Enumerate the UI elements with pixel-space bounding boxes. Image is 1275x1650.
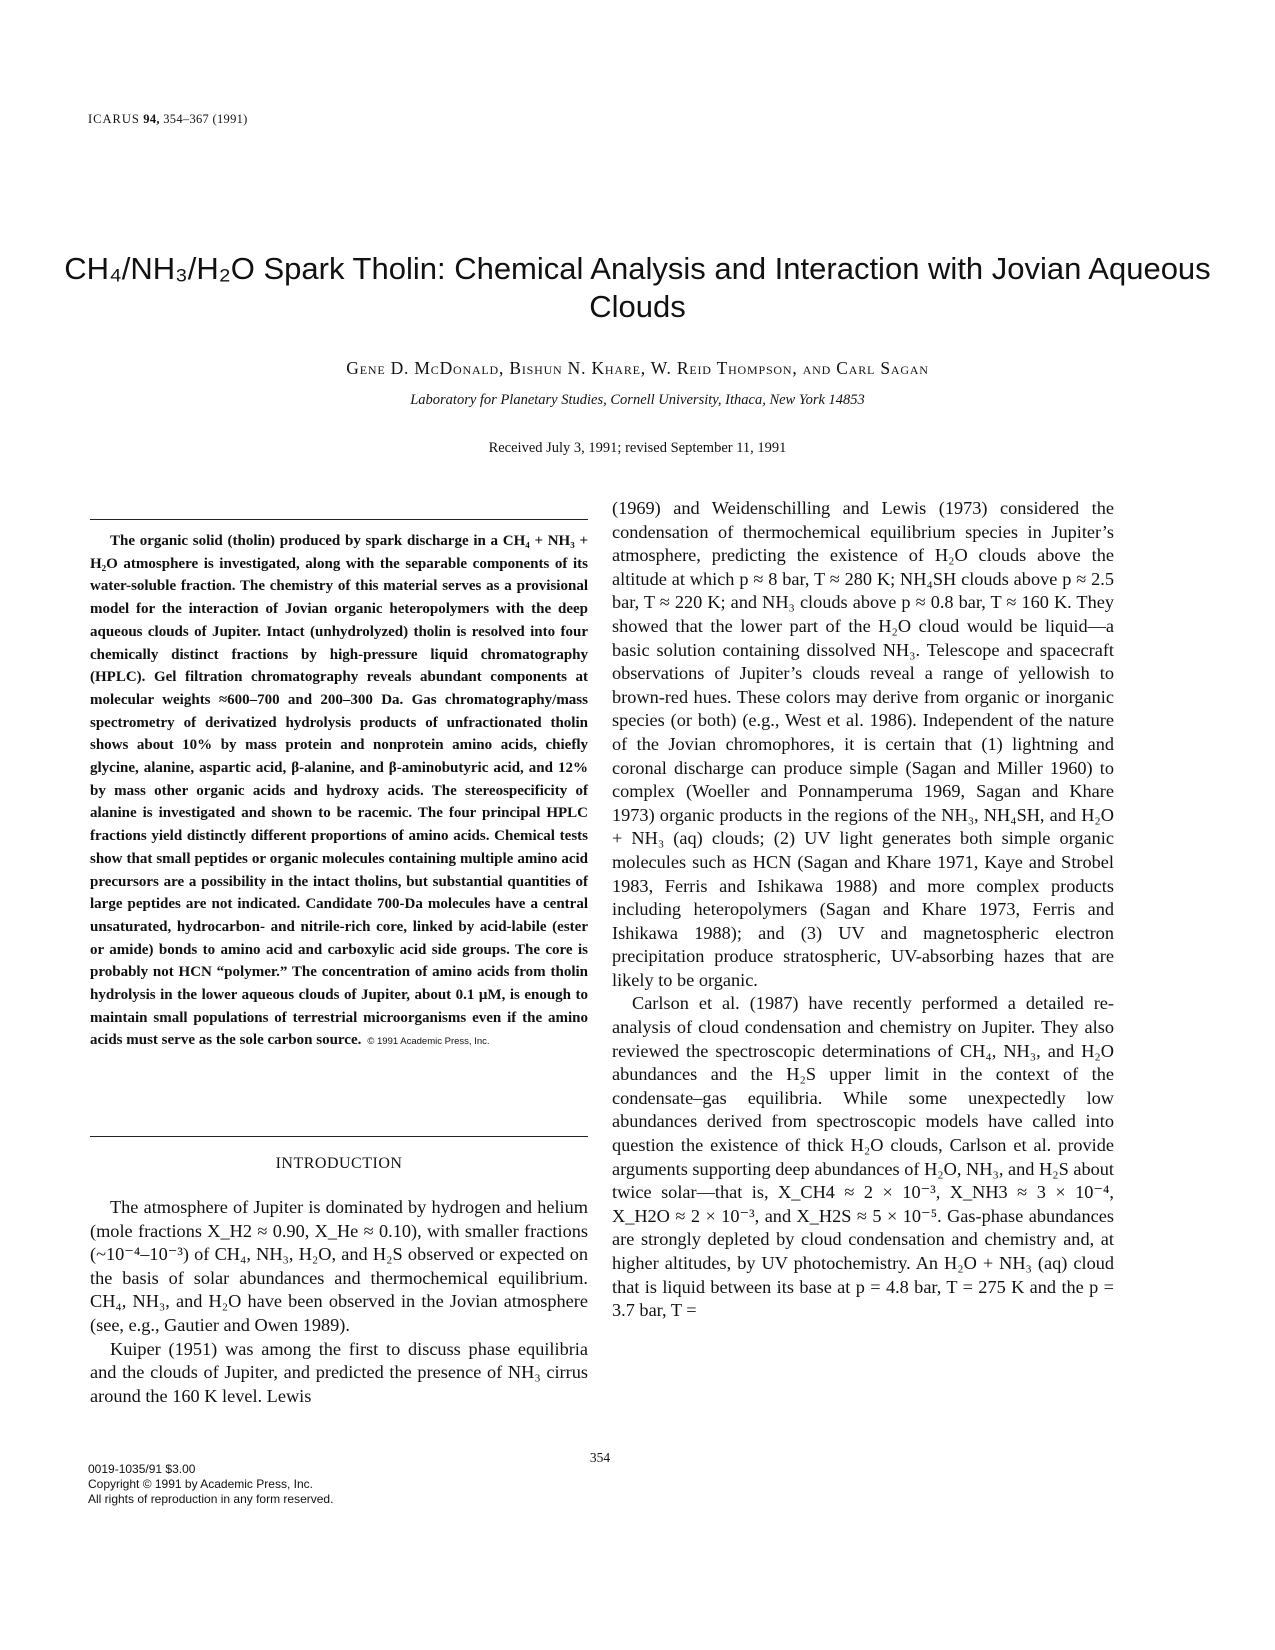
body-paragraph: (1969) and Weidenschilling and Lewis (1973) considered the condensation of thermochemical equilibrium species in Jupiter’s atmosphere, predicting the existence of H₂O clouds above the altitude at which p ≈ 8 bar, T ≈ 280 K; NH₄SH clouds above p ≈ 2.5 bar, T ≈ 220 K; and NH₃ clouds above p ≈ 0.8 bar, T ≈ 160 K. They showed that the lower part of the H₂O cloud would be liquid—a basic solution containing dissolved NH₃. Telescope and spacecraft observations of Jupiter’s clouds reveal a range of yellowish to brown-red hues. These colors may derive from organic or inorganic species (or both) (e.g., West et al. 1986). Independent of the nature of the Jovian chromophores, it is certain that (1) lightning and coronal discharge can produce simple (Sagan and Miller 1960) to complex (Woeller and Ponnamperuma 1969, Sagan and Khare 1973) organic products in the regions of the NH₃, NH₄SH, and H₂O + NH₃ (aq) clouds; (2) UV light generates both simple organic molecules such as HCN (Sagan and Khare 1971, Kaye and Strobel 1983, Ferris and Ishikawa 1988) and more complex products including heteropolymers (Sagan and Khare 1973, Ferris and Ishikawa 1988); and (3) UV and magnetospheric electron precipitation produce stratospheric, UV-absorbing hazes that are likely to be organic.: [612, 498, 1114, 990]
abstract-text: The organic solid (tholin) produced by spark discharge in a CH₄ + NH₃ + H₂O atmosphere is investigated, along with the separable components of its water-soluble fraction. The chemistry of this material serves as a provisional model for the interaction of Jovian organic heteropolymers with the deep aqueous clouds of Jupiter. Intact (unhydrolyzed) tholin is resolved into four chemically distinct fractions by high-pressure liquid chromatography (HPLC). Gel filtration chromatography reveals abundant components at molecular weights ≈600–700 and 200–300 Da. Gas chromatography/mass spectrometry of derivatized hydrolysis products of unfractionated tholin shows about 10% by mass protein and nonprotein amino acids, chiefly glycine, alanine, aspartic acid, β-alanine, and β-aminobutyric acid, and 12% by mass other organic acids and hydroxy acids. The stereospecificity of alanine is investigated and shown to be racemic. The four principal HPLC fractions yield distinctly different proportions of amino acids. Chemical tests show that small peptides or organic molecules containing multiple amino acid precursors are a possibility in the intact tholins, but substantial quantities of large peptides are not indicated. Candidate 700-Da molecules have a central unsaturated, hydrocarbon- and nitrile-rich core, linked by acid-labile (ester or amide) bonds to amino acid and carboxylic acid side groups. The core is probably not HCN “polymer.” The concentration of amino acids from tholin hydrolysis in the lower aqueous clouds of Jupiter, about 0.1 μM, is enough to maintain small populations of terrestrial microorganisms even if the amino acids must serve as the sole carbon source.: [90, 533, 588, 1049]
footer-line: All rights of reproduction in any form reserved.: [88, 1492, 334, 1506]
abstract: [90, 530, 588, 1054]
journal-citation: [88, 112, 248, 127]
footer-line: 0019-1035/91 $3.00: [88, 1462, 196, 1476]
article-title: CH₄/NH₃/H₂O Spark Tholin: Chemical Analysis and Interaction with Jovian Aqueous Clouds: [64, 251, 1211, 324]
section-heading-introduction: INTRODUCTION: [275, 1155, 403, 1172]
page-number: 354: [589, 1450, 611, 1465]
body-paragraph: Carlson et al. (1987) have recently performed a detailed re-analysis of cloud condensation and chemistry on Jupiter. They also reviewed the spectroscopic determinations of CH₄, NH₃, and H₂O abundances and the H₂S upper limit in the context of the condensate–gas equilibria. While some unexpectedly low abundances derived from spectroscopic models have called into question the existence of thick H₂O clouds, Carlson et al. provide arguments supporting deep abundances of H₂O, NH₃, and H₂S about twice solar—that is, X_CH4 ≈ 2 × 10⁻³, X_NH3 ≈ 3 × 10⁻⁴, X_H2O ≈ 2 × 10⁻³, and X_H2S ≈ 5 × 10⁻⁵. Gas-phase abundances are strongly depleted by cloud condensation and chemistry and, at higher altitudes, by UV photochemistry. An H₂O + NH₃ (aq) cloud that is liquid between its base at p = 4.8 bar, T = 275 K and the p = 3.7 bar, T =: [612, 993, 1114, 1321]
body-paragraph: Kuiper (1951) was among the first to discuss phase equilibria and the clouds of Jupiter, and predicted the presence of NH₃ cirrus around the 160 K level. Lewis: [90, 1338, 588, 1406]
right-column-body: [612, 497, 1114, 1323]
footer-line: Copyright © 1991 by Academic Press, Inc.: [88, 1477, 313, 1491]
journal-pages-year: 354–367 (1991): [163, 112, 248, 126]
body-paragraph: The atmosphere of Jupiter is dominated by hydrogen and helium (mole fractions X_H2 ≈ 0.90, X_He ≈ 0.10), with smaller fractions (~10⁻⁴–10⁻³) of CH₄, NH₃, H₂O, and H₂S observed or expected on the basis of solar abundances and thermochemical equilibrium. CH₄, NH₃, and H₂O have been observed in the Jovian atmosphere (see, e.g., Gautier and Owen 1989).: [90, 1197, 588, 1335]
journal-name: ICARUS: [88, 112, 140, 126]
left-column-body: [90, 1196, 588, 1408]
affiliation: Laboratory for Planetary Studies, Cornell University, Ithaca, New York 14853: [410, 392, 865, 408]
author-list: Gene D. McDonald, Bishun N. Khare, W. Reid Thompson, and Carl Sagan: [346, 358, 929, 378]
abstract-paragraph: [90, 530, 588, 1054]
footer-copyright: [88, 1462, 333, 1507]
received-dates: Received July 3, 1991; revised September 11, 1991: [488, 440, 787, 456]
abstract-copyright: © 1991 Academic Press, Inc.: [367, 1036, 490, 1048]
journal-volume: 94,: [143, 112, 160, 126]
abstract-top-rule: [90, 519, 588, 520]
abstract-bottom-rule: [90, 1136, 588, 1137]
